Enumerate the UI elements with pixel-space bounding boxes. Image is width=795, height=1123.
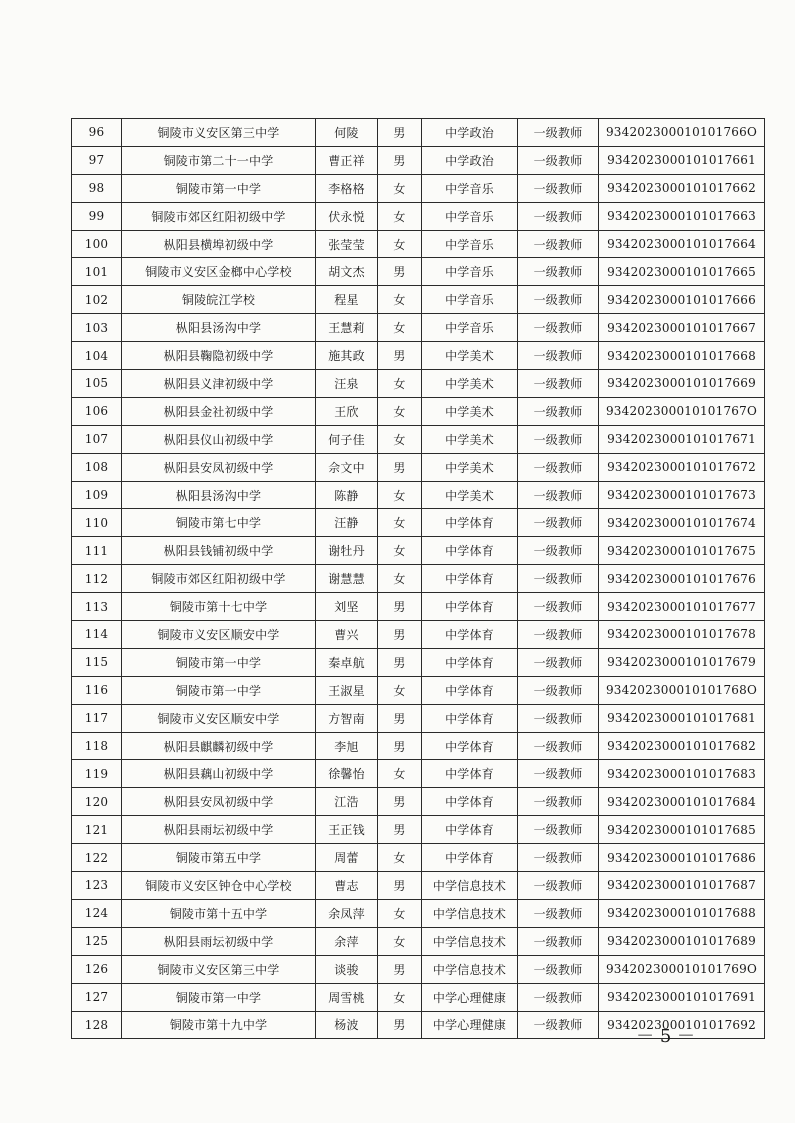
title-cell: 一级教师 — [518, 927, 599, 955]
row-number-cell: 110 — [72, 509, 122, 537]
teacher-name-cell: 余萍 — [316, 927, 378, 955]
certificate-number-cell: 9342023000101017662 — [599, 174, 765, 202]
certificate-number-cell: 934202300010101768O — [599, 676, 765, 704]
gender-cell: 女 — [378, 509, 422, 537]
teacher-name-cell: 王正钱 — [316, 816, 378, 844]
row-number-cell: 126 — [72, 955, 122, 983]
gender-cell: 男 — [378, 788, 422, 816]
title-cell: 一级教师 — [518, 565, 599, 593]
certificate-number-cell: 9342023000101017687 — [599, 872, 765, 900]
gender-cell: 女 — [378, 537, 422, 565]
teacher-name-cell: 谈骏 — [316, 955, 378, 983]
gender-cell: 男 — [378, 872, 422, 900]
gender-cell: 男 — [378, 816, 422, 844]
gender-cell: 男 — [378, 955, 422, 983]
certificate-number-cell: 934202300010101769O — [599, 955, 765, 983]
row-number-cell: 121 — [72, 816, 122, 844]
title-cell: 一级教师 — [518, 286, 599, 314]
teacher-name-cell: 汪泉 — [316, 370, 378, 398]
teacher-name-cell: 佘文中 — [316, 453, 378, 481]
teacher-name-cell: 胡文杰 — [316, 258, 378, 286]
teacher-name-cell: 施其政 — [316, 342, 378, 370]
certificate-number-cell: 9342023000101017688 — [599, 899, 765, 927]
gender-cell: 女 — [378, 927, 422, 955]
gender-cell: 男 — [378, 1011, 422, 1039]
title-cell: 一级教师 — [518, 174, 599, 202]
row-number-cell: 114 — [72, 621, 122, 649]
table-row — [72, 621, 765, 649]
certificate-number-cell: 9342023000101017671 — [599, 425, 765, 453]
school-cell: 铜陵市义安区第三中学 — [122, 119, 316, 147]
subject-cell: 中学音乐 — [422, 230, 518, 258]
certificate-number-cell: 934202300010101766O — [599, 119, 765, 147]
teacher-name-cell: 谢牡丹 — [316, 537, 378, 565]
subject-cell: 中学体育 — [422, 676, 518, 704]
table-row — [72, 537, 765, 565]
subject-cell: 中学体育 — [422, 844, 518, 872]
table-row — [72, 119, 765, 147]
subject-cell: 中学心理健康 — [422, 1011, 518, 1039]
table-row — [72, 509, 765, 537]
table-row — [72, 397, 765, 425]
school-cell: 枞阳县安凤初级中学 — [122, 788, 316, 816]
school-cell: 铜陵市第一中学 — [122, 676, 316, 704]
gender-cell: 男 — [378, 342, 422, 370]
title-cell: 一级教师 — [518, 230, 599, 258]
teacher-name-cell: 曹正祥 — [316, 146, 378, 174]
teacher-name-cell: 王淑星 — [316, 676, 378, 704]
teacher-name-cell: 方智南 — [316, 704, 378, 732]
table-row — [72, 565, 765, 593]
school-cell: 铜陵市第一中学 — [122, 174, 316, 202]
table-row — [72, 927, 765, 955]
title-cell: 一级教师 — [518, 1011, 599, 1039]
teacher-name-cell: 何子佳 — [316, 425, 378, 453]
certificate-number-cell: 9342023000101017673 — [599, 481, 765, 509]
certificate-number-cell: 9342023000101017668 — [599, 342, 765, 370]
school-cell: 铜陵皖江学校 — [122, 286, 316, 314]
title-cell: 一级教师 — [518, 397, 599, 425]
certificate-number-cell: 9342023000101017663 — [599, 202, 765, 230]
table-row — [72, 425, 765, 453]
gender-cell: 女 — [378, 760, 422, 788]
teacher-name-cell: 李格格 — [316, 174, 378, 202]
row-number-cell: 102 — [72, 286, 122, 314]
row-number-cell: 96 — [72, 119, 122, 147]
row-number-cell: 111 — [72, 537, 122, 565]
table-row — [72, 314, 765, 342]
gender-cell: 男 — [378, 732, 422, 760]
title-cell: 一级教师 — [518, 983, 599, 1011]
school-cell: 枞阳县麒麟初级中学 — [122, 732, 316, 760]
teacher-name-cell: 江浩 — [316, 788, 378, 816]
certificate-number-cell: 9342023000101017682 — [599, 732, 765, 760]
school-cell: 枞阳县雨坛初级中学 — [122, 927, 316, 955]
row-number-cell: 108 — [72, 453, 122, 481]
title-cell: 一级教师 — [518, 648, 599, 676]
gender-cell: 女 — [378, 481, 422, 509]
subject-cell: 中学体育 — [422, 509, 518, 537]
subject-cell: 中学体育 — [422, 816, 518, 844]
row-number-cell: 119 — [72, 760, 122, 788]
subject-cell: 中学音乐 — [422, 286, 518, 314]
title-cell: 一级教师 — [518, 509, 599, 537]
school-cell: 铜陵市义安区第三中学 — [122, 955, 316, 983]
subject-cell: 中学美术 — [422, 342, 518, 370]
table-row — [72, 844, 765, 872]
certificate-number-cell: 9342023000101017666 — [599, 286, 765, 314]
subject-cell: 中学信息技术 — [422, 872, 518, 900]
row-number-cell: 127 — [72, 983, 122, 1011]
row-number-cell: 99 — [72, 202, 122, 230]
title-cell: 一级教师 — [518, 202, 599, 230]
teacher-name-cell: 汪静 — [316, 509, 378, 537]
row-number-cell: 118 — [72, 732, 122, 760]
table-row — [72, 258, 765, 286]
title-cell: 一级教师 — [518, 258, 599, 286]
subject-cell: 中学音乐 — [422, 314, 518, 342]
teacher-name-cell: 周蕾 — [316, 844, 378, 872]
title-cell: 一级教师 — [518, 760, 599, 788]
table-row — [72, 202, 765, 230]
title-cell: 一级教师 — [518, 704, 599, 732]
subject-cell: 中学信息技术 — [422, 927, 518, 955]
school-cell: 枞阳县仪山初级中学 — [122, 425, 316, 453]
gender-cell: 女 — [378, 983, 422, 1011]
table-row — [72, 146, 765, 174]
table-row — [72, 983, 765, 1011]
school-cell: 铜陵市义安区金榔中心学校 — [122, 258, 316, 286]
certificate-number-cell: 9342023000101017691 — [599, 983, 765, 1011]
subject-cell: 中学体育 — [422, 760, 518, 788]
school-cell: 枞阳县义津初级中学 — [122, 370, 316, 398]
teacher-name-cell: 余凤萍 — [316, 899, 378, 927]
gender-cell: 男 — [378, 119, 422, 147]
certificate-number-cell: 9342023000101017669 — [599, 370, 765, 398]
teacher-name-cell: 曹兴 — [316, 621, 378, 649]
title-cell: 一级教师 — [518, 453, 599, 481]
teacher-name-cell: 伏永悦 — [316, 202, 378, 230]
table-row — [72, 788, 765, 816]
gender-cell: 女 — [378, 565, 422, 593]
row-number-cell: 106 — [72, 397, 122, 425]
title-cell: 一级教师 — [518, 955, 599, 983]
page-number: － 5 － — [636, 1026, 695, 1047]
row-number-cell: 100 — [72, 230, 122, 258]
row-number-cell: 109 — [72, 481, 122, 509]
row-number-cell: 116 — [72, 676, 122, 704]
certificate-number-cell: 934202300010101767O — [599, 397, 765, 425]
title-cell: 一级教师 — [518, 593, 599, 621]
school-cell: 铜陵市义安区顺安中学 — [122, 621, 316, 649]
school-cell: 枞阳县鞠隐初级中学 — [122, 342, 316, 370]
table-body — [72, 119, 765, 1039]
school-cell: 枞阳县安凤初级中学 — [122, 453, 316, 481]
row-number-cell: 128 — [72, 1011, 122, 1039]
title-cell: 一级教师 — [518, 119, 599, 147]
school-cell: 铜陵市义安区顺安中学 — [122, 704, 316, 732]
subject-cell: 中学体育 — [422, 565, 518, 593]
subject-cell: 中学体育 — [422, 788, 518, 816]
certificate-number-cell: 9342023000101017678 — [599, 621, 765, 649]
table-row — [72, 676, 765, 704]
gender-cell: 女 — [378, 676, 422, 704]
title-cell: 一级教师 — [518, 342, 599, 370]
table-row — [72, 453, 765, 481]
gender-cell: 女 — [378, 425, 422, 453]
subject-cell: 中学心理健康 — [422, 983, 518, 1011]
title-cell: 一级教师 — [518, 481, 599, 509]
school-cell: 枞阳县藕山初级中学 — [122, 760, 316, 788]
subject-cell: 中学美术 — [422, 370, 518, 398]
certificate-number-cell: 9342023000101017672 — [599, 453, 765, 481]
school-cell: 枞阳县钱铺初级中学 — [122, 537, 316, 565]
subject-cell: 中学美术 — [422, 425, 518, 453]
gender-cell: 女 — [378, 314, 422, 342]
subject-cell: 中学美术 — [422, 453, 518, 481]
gender-cell: 男 — [378, 648, 422, 676]
subject-cell: 中学政治 — [422, 146, 518, 174]
certificate-number-cell: 9342023000101017677 — [599, 593, 765, 621]
title-cell: 一级教师 — [518, 844, 599, 872]
subject-cell: 中学信息技术 — [422, 955, 518, 983]
teacher-name-cell: 王欣 — [316, 397, 378, 425]
teacher-name-cell: 何陵 — [316, 119, 378, 147]
school-cell: 铜陵市郊区红阳初级中学 — [122, 202, 316, 230]
row-number-cell: 113 — [72, 593, 122, 621]
gender-cell: 女 — [378, 286, 422, 314]
gender-cell: 男 — [378, 704, 422, 732]
teacher-name-cell: 陈静 — [316, 481, 378, 509]
certificate-number-cell: 9342023000101017692 — [599, 1011, 765, 1039]
certificate-number-cell: 9342023000101017684 — [599, 788, 765, 816]
subject-cell: 中学体育 — [422, 621, 518, 649]
certificate-number-cell: 9342023000101017686 — [599, 844, 765, 872]
gender-cell: 男 — [378, 258, 422, 286]
school-cell: 枞阳县汤沟中学 — [122, 481, 316, 509]
subject-cell: 中学体育 — [422, 593, 518, 621]
title-cell: 一级教师 — [518, 425, 599, 453]
certificate-number-cell: 9342023000101017689 — [599, 927, 765, 955]
teacher-name-cell: 曹志 — [316, 872, 378, 900]
subject-cell: 中学体育 — [422, 732, 518, 760]
teacher-name-cell: 周雪桃 — [316, 983, 378, 1011]
title-cell: 一级教师 — [518, 370, 599, 398]
table-row — [72, 704, 765, 732]
school-cell: 铜陵市第五中学 — [122, 844, 316, 872]
subject-cell: 中学体育 — [422, 537, 518, 565]
table-row — [72, 342, 765, 370]
school-cell: 枞阳县汤沟中学 — [122, 314, 316, 342]
table-row — [72, 732, 765, 760]
row-number-cell: 117 — [72, 704, 122, 732]
title-cell: 一级教师 — [518, 314, 599, 342]
gender-cell: 女 — [378, 230, 422, 258]
certificate-number-cell: 9342023000101017674 — [599, 509, 765, 537]
teacher-name-cell: 刘坚 — [316, 593, 378, 621]
table-row — [72, 899, 765, 927]
title-cell: 一级教师 — [518, 146, 599, 174]
teacher-name-cell: 秦卓航 — [316, 648, 378, 676]
school-cell: 铜陵市第二十一中学 — [122, 146, 316, 174]
row-number-cell: 107 — [72, 425, 122, 453]
school-cell: 铜陵市第十五中学 — [122, 899, 316, 927]
document-page — [71, 118, 765, 1039]
subject-cell: 中学政治 — [422, 119, 518, 147]
row-number-cell: 98 — [72, 174, 122, 202]
subject-cell: 中学美术 — [422, 481, 518, 509]
school-cell: 枞阳县金社初级中学 — [122, 397, 316, 425]
school-cell: 枞阳县雨坛初级中学 — [122, 816, 316, 844]
school-cell: 铜陵市第一中学 — [122, 648, 316, 676]
gender-cell: 男 — [378, 593, 422, 621]
title-cell: 一级教师 — [518, 621, 599, 649]
gender-cell: 女 — [378, 370, 422, 398]
table-row — [72, 648, 765, 676]
table-row — [72, 760, 765, 788]
certificate-number-cell: 9342023000101017661 — [599, 146, 765, 174]
school-cell: 枞阳县横埠初级中学 — [122, 230, 316, 258]
title-cell: 一级教师 — [518, 788, 599, 816]
row-number-cell: 115 — [72, 648, 122, 676]
title-cell: 一级教师 — [518, 872, 599, 900]
row-number-cell: 97 — [72, 146, 122, 174]
table-row — [72, 955, 765, 983]
row-number-cell: 120 — [72, 788, 122, 816]
school-cell: 铜陵市义安区钟仓中心学校 — [122, 872, 316, 900]
school-cell: 铜陵市第十七中学 — [122, 593, 316, 621]
certificate-number-cell: 9342023000101017683 — [599, 760, 765, 788]
row-number-cell: 125 — [72, 927, 122, 955]
teacher-name-cell: 程星 — [316, 286, 378, 314]
title-cell: 一级教师 — [518, 732, 599, 760]
row-number-cell: 112 — [72, 565, 122, 593]
row-number-cell: 103 — [72, 314, 122, 342]
row-number-cell: 105 — [72, 370, 122, 398]
table-row — [72, 174, 765, 202]
row-number-cell: 101 — [72, 258, 122, 286]
teacher-name-cell: 徐馨怡 — [316, 760, 378, 788]
table-row — [72, 286, 765, 314]
subject-cell: 中学音乐 — [422, 258, 518, 286]
table-row — [72, 481, 765, 509]
table-row — [72, 816, 765, 844]
table-row — [72, 370, 765, 398]
certificate-number-cell: 9342023000101017665 — [599, 258, 765, 286]
certificate-number-cell: 9342023000101017675 — [599, 537, 765, 565]
certificate-table — [71, 118, 765, 1039]
teacher-name-cell: 李旭 — [316, 732, 378, 760]
certificate-number-cell: 9342023000101017667 — [599, 314, 765, 342]
certificate-number-cell: 9342023000101017679 — [599, 648, 765, 676]
row-number-cell: 124 — [72, 899, 122, 927]
gender-cell: 女 — [378, 174, 422, 202]
table-row — [72, 230, 765, 258]
subject-cell: 中学信息技术 — [422, 899, 518, 927]
certificate-number-cell: 9342023000101017681 — [599, 704, 765, 732]
school-cell: 铜陵市第一中学 — [122, 983, 316, 1011]
title-cell: 一级教师 — [518, 816, 599, 844]
subject-cell: 中学美术 — [422, 397, 518, 425]
school-cell: 铜陵市郊区红阳初级中学 — [122, 565, 316, 593]
school-cell: 铜陵市第七中学 — [122, 509, 316, 537]
row-number-cell: 123 — [72, 872, 122, 900]
table-row — [72, 593, 765, 621]
gender-cell: 女 — [378, 202, 422, 230]
row-number-cell: 104 — [72, 342, 122, 370]
teacher-name-cell: 杨波 — [316, 1011, 378, 1039]
table-row — [72, 872, 765, 900]
gender-cell: 女 — [378, 844, 422, 872]
row-number-cell: 122 — [72, 844, 122, 872]
subject-cell: 中学体育 — [422, 648, 518, 676]
teacher-name-cell: 王慧莉 — [316, 314, 378, 342]
gender-cell: 男 — [378, 453, 422, 481]
certificate-number-cell: 9342023000101017685 — [599, 816, 765, 844]
certificate-number-cell: 9342023000101017664 — [599, 230, 765, 258]
school-cell: 铜陵市第十九中学 — [122, 1011, 316, 1039]
subject-cell: 中学音乐 — [422, 174, 518, 202]
gender-cell: 男 — [378, 146, 422, 174]
title-cell: 一级教师 — [518, 899, 599, 927]
gender-cell: 男 — [378, 621, 422, 649]
teacher-name-cell: 张莹莹 — [316, 230, 378, 258]
subject-cell: 中学音乐 — [422, 202, 518, 230]
title-cell: 一级教师 — [518, 676, 599, 704]
title-cell: 一级教师 — [518, 537, 599, 565]
teacher-name-cell: 谢慧慧 — [316, 565, 378, 593]
gender-cell: 女 — [378, 899, 422, 927]
gender-cell: 女 — [378, 397, 422, 425]
subject-cell: 中学体育 — [422, 704, 518, 732]
certificate-number-cell: 9342023000101017676 — [599, 565, 765, 593]
